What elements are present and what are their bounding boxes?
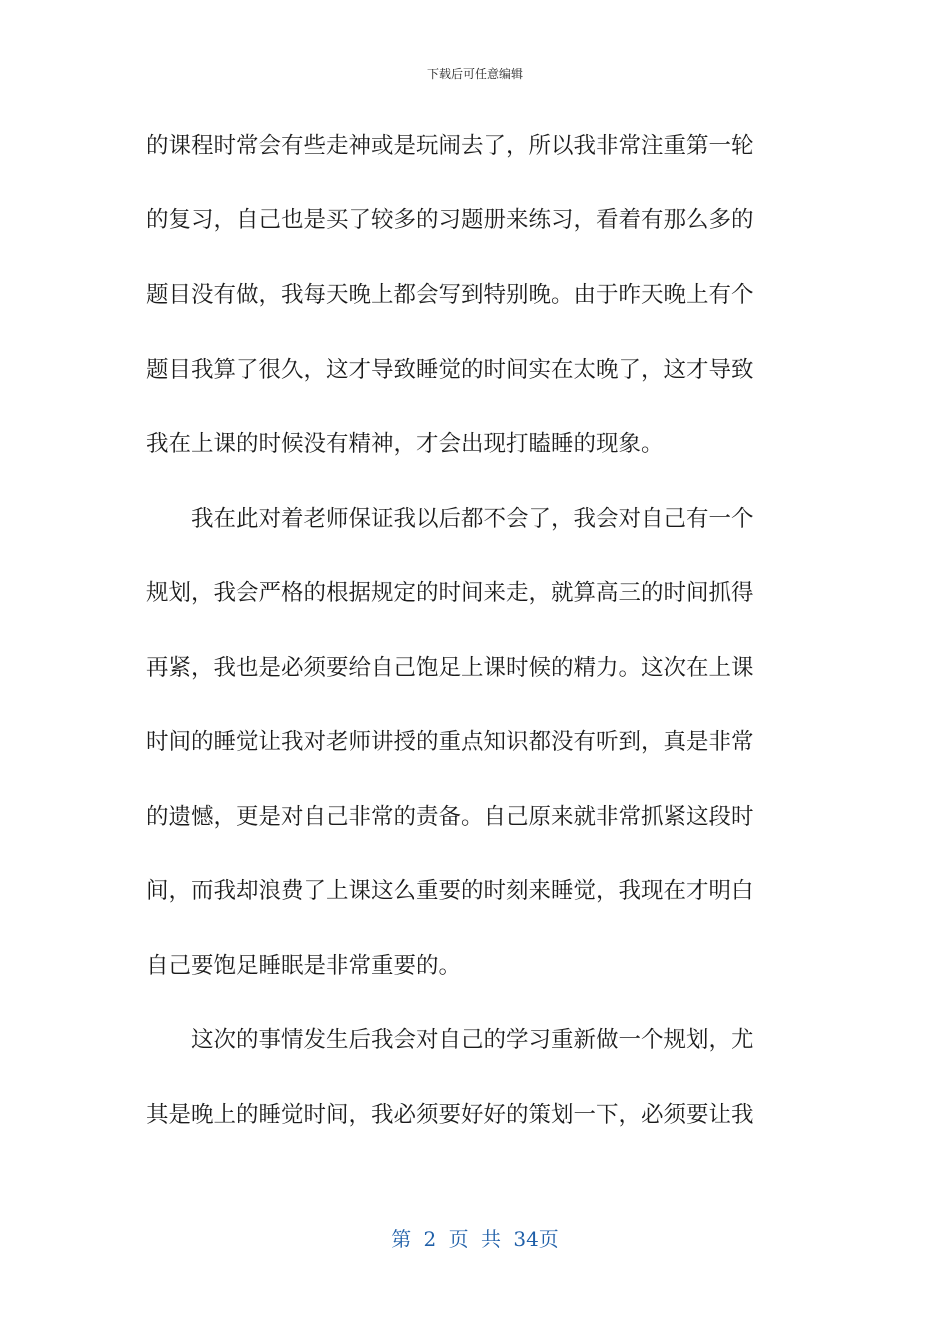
body-line-5: 我在上课的时候没有精神，才会出现打瞌睡的现象。: [146, 431, 664, 457]
body-line-3: 题目没有做，我每天晚上都会写到特别晚。由于昨天晚上有个: [146, 282, 754, 308]
body-line-12: 自己要饱足睡眠是非常重要的。: [146, 953, 462, 979]
body-line-2: 的复习，自己也是买了较多的习题册来练习，看着有那么多的: [146, 207, 754, 233]
body-line-13: 这次的事情发生后我会对自己的学习重新做一个规划，尤: [146, 1027, 754, 1053]
body-line-14: 其是晚上的睡觉时间，我必须要好好的策划一下，必须要让我: [146, 1102, 754, 1128]
body-line-8: 再紧，我也是必须要给自己饱足上课时候的精力。这次在上课: [146, 655, 754, 681]
page-number-footer: 第 2 页 共 34页: [391, 1227, 559, 1251]
body-line-7: 规划，我会严格的根据规定的时间来走，就算高三的时间抓得: [146, 580, 754, 606]
body-line-4: 题目我算了很久，这才导致睡觉的时间实在太晚了，这才导致: [146, 357, 754, 383]
body-line-11: 间，而我却浪费了上课这么重要的时刻来睡觉，我现在才明白: [146, 878, 754, 904]
body-line-6: 我在此对着老师保证我以后都不会了，我会对自己有一个: [146, 506, 754, 532]
page-header: 下载后可任意编辑: [426, 67, 523, 81]
body-line-9: 时间的睡觉让我对老师讲授的重点知识都没有听到，真是非常: [146, 729, 754, 755]
body-line-10: 的遗憾，更是对自己非常的责备。自己原来就非常抓紧这段时: [146, 804, 754, 830]
body-line-1: 的课程时常会有些走神或是玩闹去了，所以我非常注重第一轮: [146, 133, 754, 159]
